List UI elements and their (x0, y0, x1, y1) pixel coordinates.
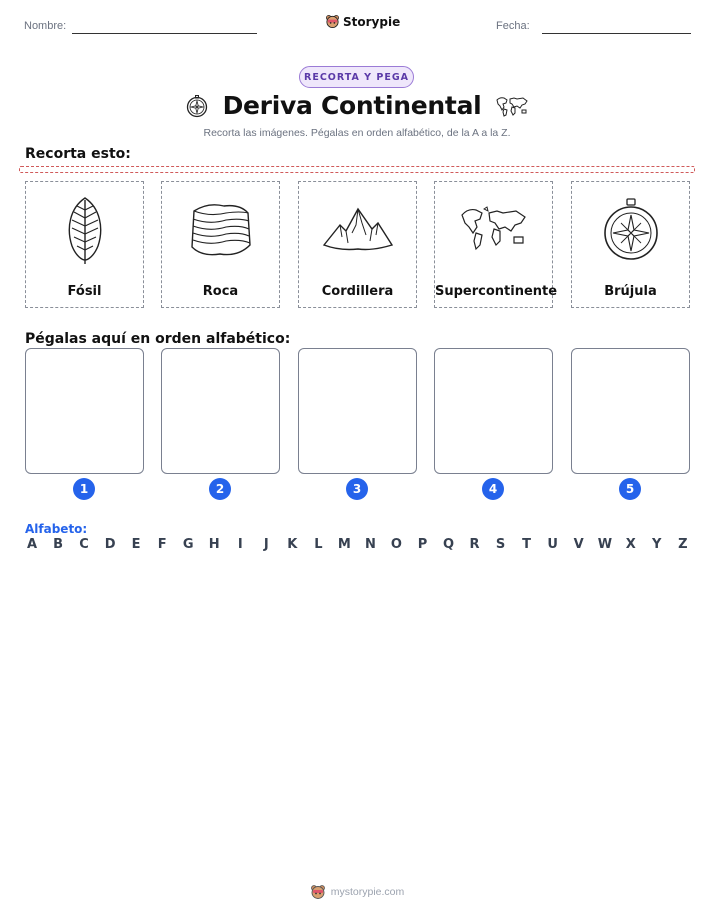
paste-heading: Pégalas aquí en orden alfabético: (25, 331, 291, 347)
alphabet-letter: R (469, 537, 480, 552)
alphabet-letter: O (390, 537, 402, 552)
cut-card-rock[interactable] (161, 181, 280, 308)
compass-icon (601, 197, 661, 263)
alphabet-letter: E (131, 537, 141, 552)
brand-logo (325, 14, 400, 29)
alphabet-letter: C (79, 537, 89, 552)
mountain-range-icon (322, 205, 394, 255)
alphabet-letter: M (337, 537, 351, 552)
alphabet-letter: Q (442, 537, 455, 552)
alphabet-letter: X (625, 537, 636, 552)
alphabet-letter: F (157, 537, 167, 552)
number-badge-3: 3 (346, 478, 368, 500)
bear-mascot-icon (325, 14, 340, 29)
paste-box-5[interactable] (571, 348, 690, 474)
cut-card-fossil[interactable] (25, 181, 144, 308)
alphabet-letter: T (522, 537, 532, 552)
alphabet-letter: I (237, 537, 243, 552)
footer-url[interactable]: mystorypie.com (330, 886, 405, 898)
alphabet-letter: L (314, 537, 323, 552)
card-label: Roca (202, 284, 239, 299)
date-label: Fecha: (496, 20, 530, 32)
compass-icon (185, 94, 209, 118)
cut-card-supercontinent[interactable] (434, 181, 558, 308)
world-map-icon (458, 203, 530, 257)
alphabet-letter: P (417, 537, 428, 552)
alphabet-letter: Z (678, 537, 688, 552)
alphabet-letter: K (287, 537, 298, 552)
cut-heading: Recorta esto: (25, 146, 131, 162)
title-row (0, 91, 714, 120)
activity-badge: RECORTA Y PEGA (299, 66, 414, 88)
number-badge-2: 2 (209, 478, 231, 500)
alphabet-letter: D (104, 537, 116, 552)
alphabet-row (25, 537, 690, 552)
cut-line (19, 166, 695, 173)
brand-name: Storypie (343, 14, 401, 29)
cut-card-compass[interactable] (571, 181, 690, 308)
paste-box-4[interactable] (434, 348, 553, 474)
card-label: Cordillera (321, 284, 394, 299)
date-line (542, 33, 691, 34)
number-badge-1: 1 (73, 478, 95, 500)
alphabet-letter: G (182, 537, 194, 552)
alphabet-letter: J (263, 537, 269, 552)
fossil-leaf-icon (60, 194, 110, 266)
alphabet-letter: H (208, 537, 220, 552)
world-map-icon (495, 94, 529, 118)
alphabet-letter: A (26, 537, 38, 552)
name-line (72, 33, 257, 34)
number-badge-4: 4 (482, 478, 504, 500)
number-badge-5: 5 (619, 478, 641, 500)
alphabet-letter: Y (652, 537, 662, 552)
page-title: Deriva Continental (222, 91, 482, 120)
alphabet-letter: V (573, 537, 584, 552)
paste-box-3[interactable] (298, 348, 417, 474)
alphabet-letter: B (53, 537, 63, 552)
card-label: Brújula (604, 284, 657, 299)
bear-mascot-icon (310, 884, 326, 900)
cut-card-mountains[interactable] (298, 181, 417, 308)
footer (0, 884, 714, 900)
card-label: Supercontinente (435, 284, 558, 299)
alphabet-letter: N (364, 537, 376, 552)
name-label: Nombre: (24, 20, 67, 32)
alphabet-heading: Alfabeto: (25, 522, 88, 536)
card-label: Fósil (67, 284, 102, 299)
alphabet-letter: W (597, 537, 613, 552)
paste-box-1[interactable] (25, 348, 144, 474)
instructions: Recorta las imágenes. Pégalas en orden alfabético, de la A a la Z. (203, 127, 511, 139)
paste-box-2[interactable] (161, 348, 280, 474)
alphabet-letter: U (547, 537, 558, 552)
alphabet-letter: S (495, 537, 506, 552)
layered-rock-icon (188, 199, 254, 261)
